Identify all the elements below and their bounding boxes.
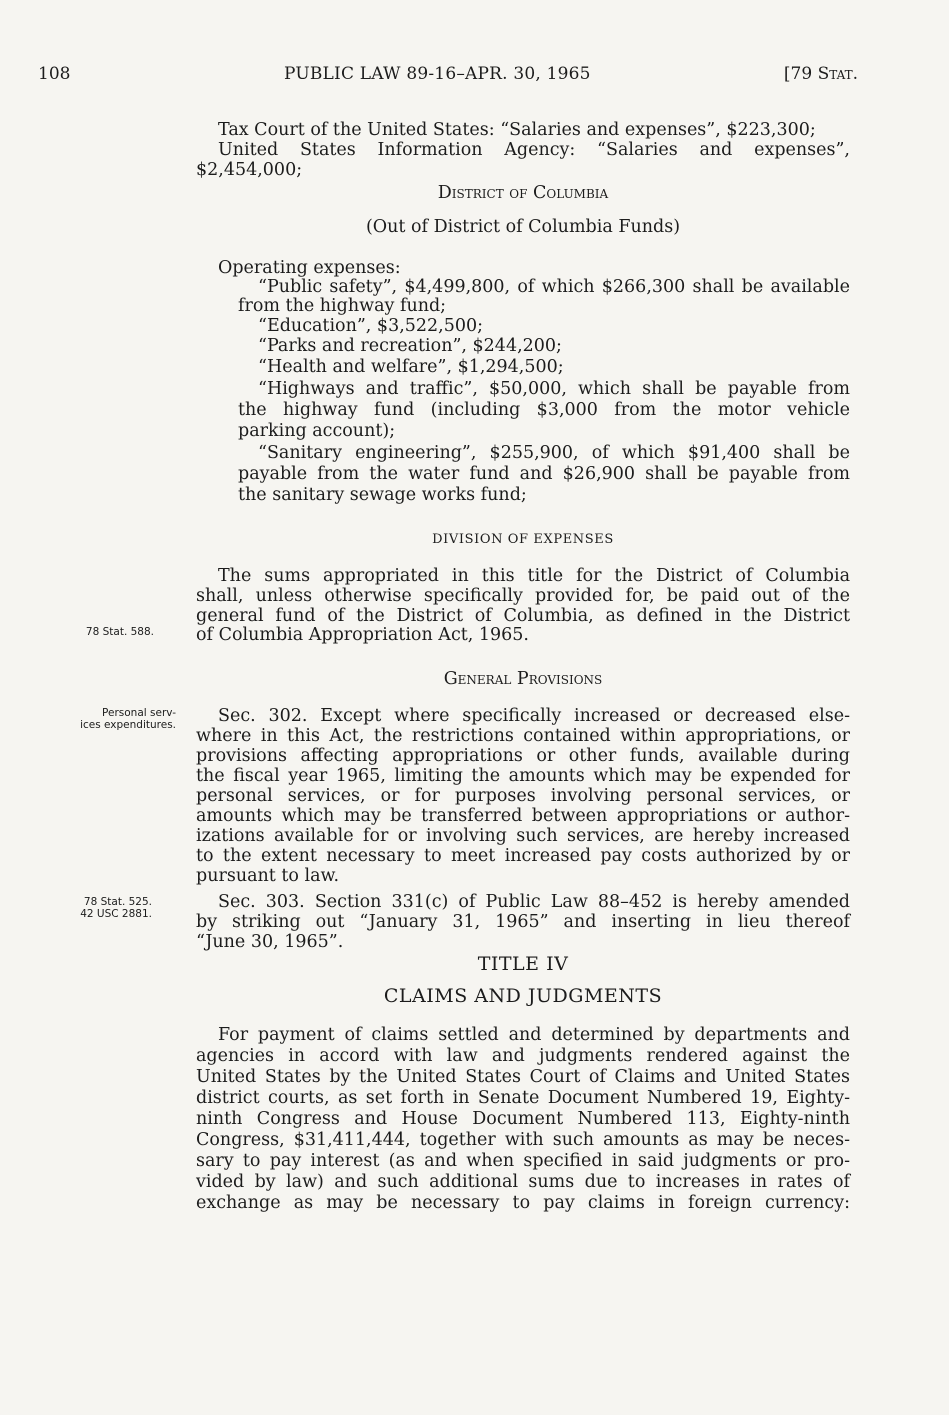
text-line: from the highway fund;: [238, 296, 447, 316]
text-line: For payment of claims settled and determined by departments and: [218, 1025, 850, 1045]
text-line: Sec. 303. Section 331(c) of Public Law 88–452 is hereby amended: [218, 892, 850, 912]
text-line: “Health and welfare”, $1,294,500;: [258, 357, 564, 377]
text-line: Tax Court of the United States: “Salaries and expenses”, $223,300;: [218, 120, 816, 140]
text-line: izations available for or involving such services, are hereby increased: [196, 826, 850, 846]
text-line: of Columbia Appropriation Act, 1965.: [196, 625, 529, 645]
margin-note-stat-588: 78 Stat. 588.: [85, 626, 154, 638]
text-line: $2,454,000;: [196, 160, 303, 180]
text-line: “Parks and recreation”, $244,200;: [258, 336, 562, 356]
text-line: agencies in accord with law and judgments rendered against the: [196, 1046, 850, 1066]
text-line: vided by law) and such additional sums due to increases in rates of: [196, 1172, 850, 1192]
section-heading-general: General Provisions: [443, 669, 603, 689]
text-line: United States Information Agency: “Salaries and expenses”,: [218, 140, 850, 160]
text-line: “June 30, 1965”.: [196, 932, 344, 952]
text-line: Operating expenses:: [218, 258, 401, 278]
text-line: payable from the water fund and $26,900 shall be payable from: [238, 464, 850, 484]
text-line: The sums appropriated in this title for the District of Columbia: [218, 566, 850, 586]
text-line: by striking out “January 31, 1965” and inserting in lieu thereof: [196, 912, 850, 932]
text-line: pursuant to law.: [196, 866, 340, 886]
text-line: district courts, as set forth in Senate Document Numbered 19, Eighty-: [196, 1088, 850, 1108]
text-line: exchange as may be necessary to pay claims in foreign currency:: [196, 1193, 850, 1213]
text-line: sary to pay interest (as and when specified in said judgments or pro-: [196, 1151, 850, 1171]
text-line: shall, unless otherwise specifically provided for, be paid out of the: [196, 586, 850, 606]
section-heading-division: DIVISION OF EXPENSES: [432, 532, 614, 547]
text-line: “Sanitary engineering”, $255,900, of which $91,400 shall be: [258, 443, 850, 463]
text-line: personal services, or for purposes involving personal services, or: [196, 786, 850, 806]
section-heading-district: District of Columbia: [437, 183, 609, 203]
margin-note-usc-2881: 42 USC 2881.: [80, 908, 152, 920]
text-line: parking account);: [238, 421, 396, 441]
text-line: ninth Congress and House Document Numbered 113, Eighty-ninth: [196, 1109, 850, 1129]
margin-note-personal-services-2: ices expenditures.: [80, 719, 176, 731]
margin-note-personal-services-1: Personal serv-: [102, 707, 176, 719]
margin-note-stat-525: 78 Stat. 525.: [83, 896, 152, 908]
text-line: the sanitary sewage works fund;: [238, 485, 527, 505]
text-line: the highway fund (including $3,000 from the motor vehicle: [238, 400, 850, 420]
text-line: “Public safety”, $4,499,800, of which $266,300 shall be available: [258, 277, 850, 297]
text-line: Sec. 302. Except where specifically increased or decreased else-: [218, 706, 850, 726]
text-line: “Education”, $3,522,500;: [258, 316, 484, 336]
text-line: Congress, $31,411,444, together with such amounts as may be neces-: [196, 1130, 850, 1150]
claims-heading: CLAIMS AND JUDGMENTS: [383, 985, 663, 1007]
text-line: the fiscal year 1965, limiting the amounts which may be expended for: [196, 766, 850, 786]
page-header: [38, 64, 858, 88]
title-heading: TITLE IV: [477, 953, 569, 975]
text-line: “Highways and traffic”, $50,000, which shall be payable from: [258, 379, 850, 399]
text-line: general fund of the District of Columbia, as defined in the District: [196, 606, 850, 626]
text-line: to the extent necessary to meet increased pay costs authorized by or: [196, 846, 850, 866]
text-line: where in this Act, the restrictions contained within appropriations, or: [196, 726, 850, 746]
statute-reference: [79 Stat.: [783, 64, 858, 84]
text-line: provisions affecting appropriations or other funds, available during: [196, 746, 850, 766]
text-line: amounts which may be transferred between appropriations or author-: [196, 806, 850, 826]
page-number: 108: [38, 64, 71, 84]
running-title: PUBLIC LAW 89-16–APR. 30, 1965: [284, 64, 591, 84]
text-line: United States by the United States Court of Claims and United States: [196, 1067, 850, 1087]
subheading-funds: (Out of District of Columbia Funds): [365, 217, 681, 237]
